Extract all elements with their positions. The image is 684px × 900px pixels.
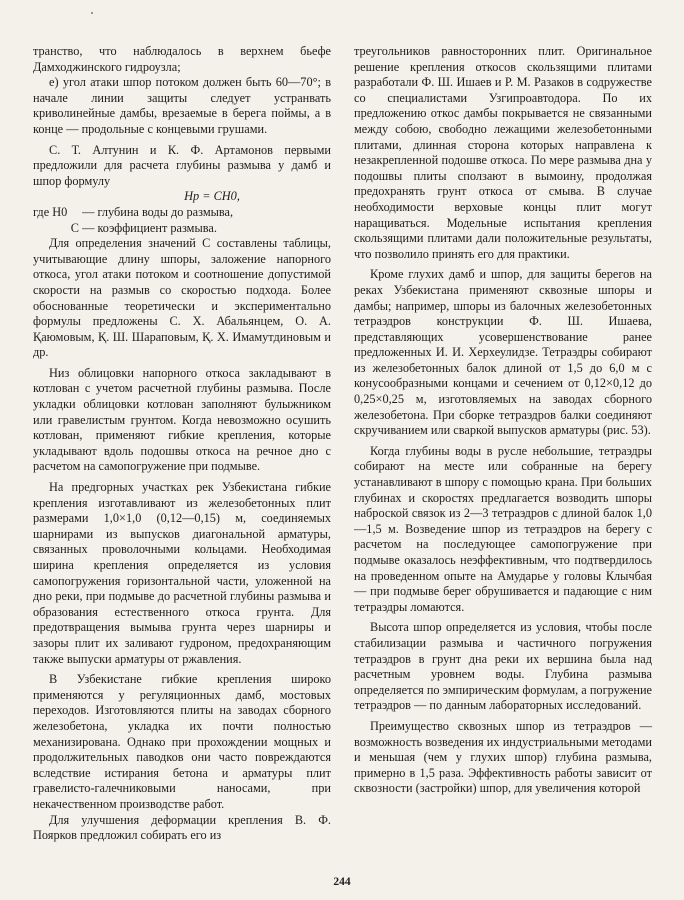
formula: Hp = CH0,	[184, 189, 240, 204]
paragraph: Когда глубины воды в русле небольшие, тетраэдры собирают на месте или собранные на берегу устанавливают в шпору с помощью крана. При больших глубинах и скоростях предлагается возводить шпоры наброской связок из 2—3 тетраэдров с длиной балок 1,0—1,5 м. Возведение шпор из тетраэдров на берегу с расчетом на последующее самопогружение при подмыве оказалось неэффективным, что подтвердилось на проведенном опыте на Амударье у головы Клычбая — при подмыве берег обрушивается и падающие с ним тетраэдры ломаются.	[354, 443, 652, 614]
paragraph: транство, что наблюдалось в верхнем бьефе Дамходжинского гидроузла;	[33, 44, 331, 74]
paragraph: Для определения значений C составлены таблицы, учитывающие длину шпоры, заложение напорного откоса, угол атаки потоком и соотношение допустимой скорости на размыв со скоростью подхода. Более обоснованные теоретически и экспериментально формулы предложены С. Х. Абальянцем, О. А. Қаюмовым, Қ. Ш. Шараповым, Қ. Х. Имамутдиновым и др.	[33, 236, 331, 360]
right-column	[354, 44, 652, 797]
page-number: 244	[333, 876, 351, 888]
print-speck	[91, 12, 93, 14]
definition-line	[33, 205, 331, 221]
paragraph: Высота шпор определяется из условия, чтобы после стабилизации размыва и частичного погружения тетраэдров в грунт дна реки их вершина была над расчетным уровнем воды. Глубина размыва определяется по эмпирическим формулам, а погружение тетраэдров — по данным лабораторных исследований.	[354, 620, 652, 713]
paragraph: е) угол атаки шпор потоком должен быть 60—70°; в начале линии защиты следует устранвать криволинейные дамбы, врезаемые в берега поймы, а в конце — продольные с концевыми грушами.	[33, 75, 331, 136]
paragraph: Для улучшения деформации крепления В. Ф. Поярков предложил собирать его из	[33, 812, 331, 843]
definition-text: — коэффициент размыва.	[82, 220, 217, 235]
paragraph: Низ облицовки напорного откоса закладывают в котлован с учетом расчетной глубины размыва. После укладки облицовки котлован заполняют булыжником или гравелистым грунтом. Когда невозможно осушить котлован, применяют гибкие крепления, которые укладывают вдоль подошвы откоса на речное дно с расчетом на самопогружение при подмыве.	[33, 365, 331, 474]
definition-line	[33, 221, 331, 237]
paragraph: Преимущество сквозных шпор из тетраэдров — возможность возведения их индустриальными методами и меньшая (чем у глухих шпор) глубина размыва, примерно в 1,5 раза. Эффективность работы зависит от сквозности (застройки) шпор, для увеличения которой	[354, 718, 652, 796]
paragraph: треугольников равносторонних плит. Оригинальное решение крепления откосов скользящими плитами разработали Ф. Ш. Ишаев и Р. М. Разаков в содружестве со специалистами Узгипроавтодора. По их предложению откос дамбы покрывается не связанными между собою, свободно лежащими железобетонными плитами, длинная сторона которых направлена к незакрепленной подошве откоса. По мере размыва дна у подошвы плиты сползают в вымоину, продолжая предохранять грунт откоса от смыва. В случае необходимости верховые концы плит могут наращиваться. Модельные испытания крепления скользящими плитами дали положительные результаты, что позволило принять его для практики.	[354, 44, 652, 261]
paragraph: На предгорных участках рек Узбекистана гибкие крепления изготавливают из железобетонных плит размерами 1,0×1,0 (0,12—0,15) м, соединяемых шарнирами из выпусков диагональной арматуры, связанных проволочными кольцами. Необходимая ширина крепления определяется из условия самопогружения горизонтальной части, уложенной на дно реки, при подмыве до расчетной глубины размыва и образования естественного откоса грунта. Для предотвращения вымыва грунта через шарниры и зазоры плит их заливают гудроном, предохраняющим также выпуски арматуры от ржавления.	[33, 480, 331, 666]
definition-symbol: C	[70, 220, 79, 235]
left-column	[33, 44, 331, 844]
definition-symbol: где H0	[33, 204, 68, 219]
paragraph: В Узбекистане гибкие крепления широко применяются у регуляционных дамб, мостовых переходов. Изготовляются плиты на заводах сборного железобетона, укладка их почти полностью механизирована. Однако при прохождении мощных и продолжительных паводков они часто повреждаются вследствие истирания бетона и арматуры плит гравелисто-галечниковыми наносами, при некачественном производстве работ.	[33, 672, 331, 811]
paragraph: С. Т. Алтунин и К. Ф. Артамонов первыми предложили для расчета глубины размыва у дамб и шпор формулу	[33, 142, 331, 188]
paragraph: Кроме глухих дамб и шпор, для защиты берегов на реках Узбекистана применяют сквозные шпоры и дамбы; например, шпоры из балочных железобетонных тетраэдров конструкции Ф. Ш. Ишаева, представляющих усовершенствование ранее предложенных И. И. Херхеулидзе. Тетраэдры собирают из железобетонных балок длиной от 1,5 до 6,0 м с конусообразными концами и сечением от 0,12×0,12 до 0,25×0,25 м, изготовляемых на заводах сборного железобетона. При сборке тетраэдров балки соединяют скручиванием или сваркой выпусков арматуры (рис. 53).	[354, 267, 652, 438]
definition-text: — глубина воды до размыва,	[82, 204, 234, 219]
